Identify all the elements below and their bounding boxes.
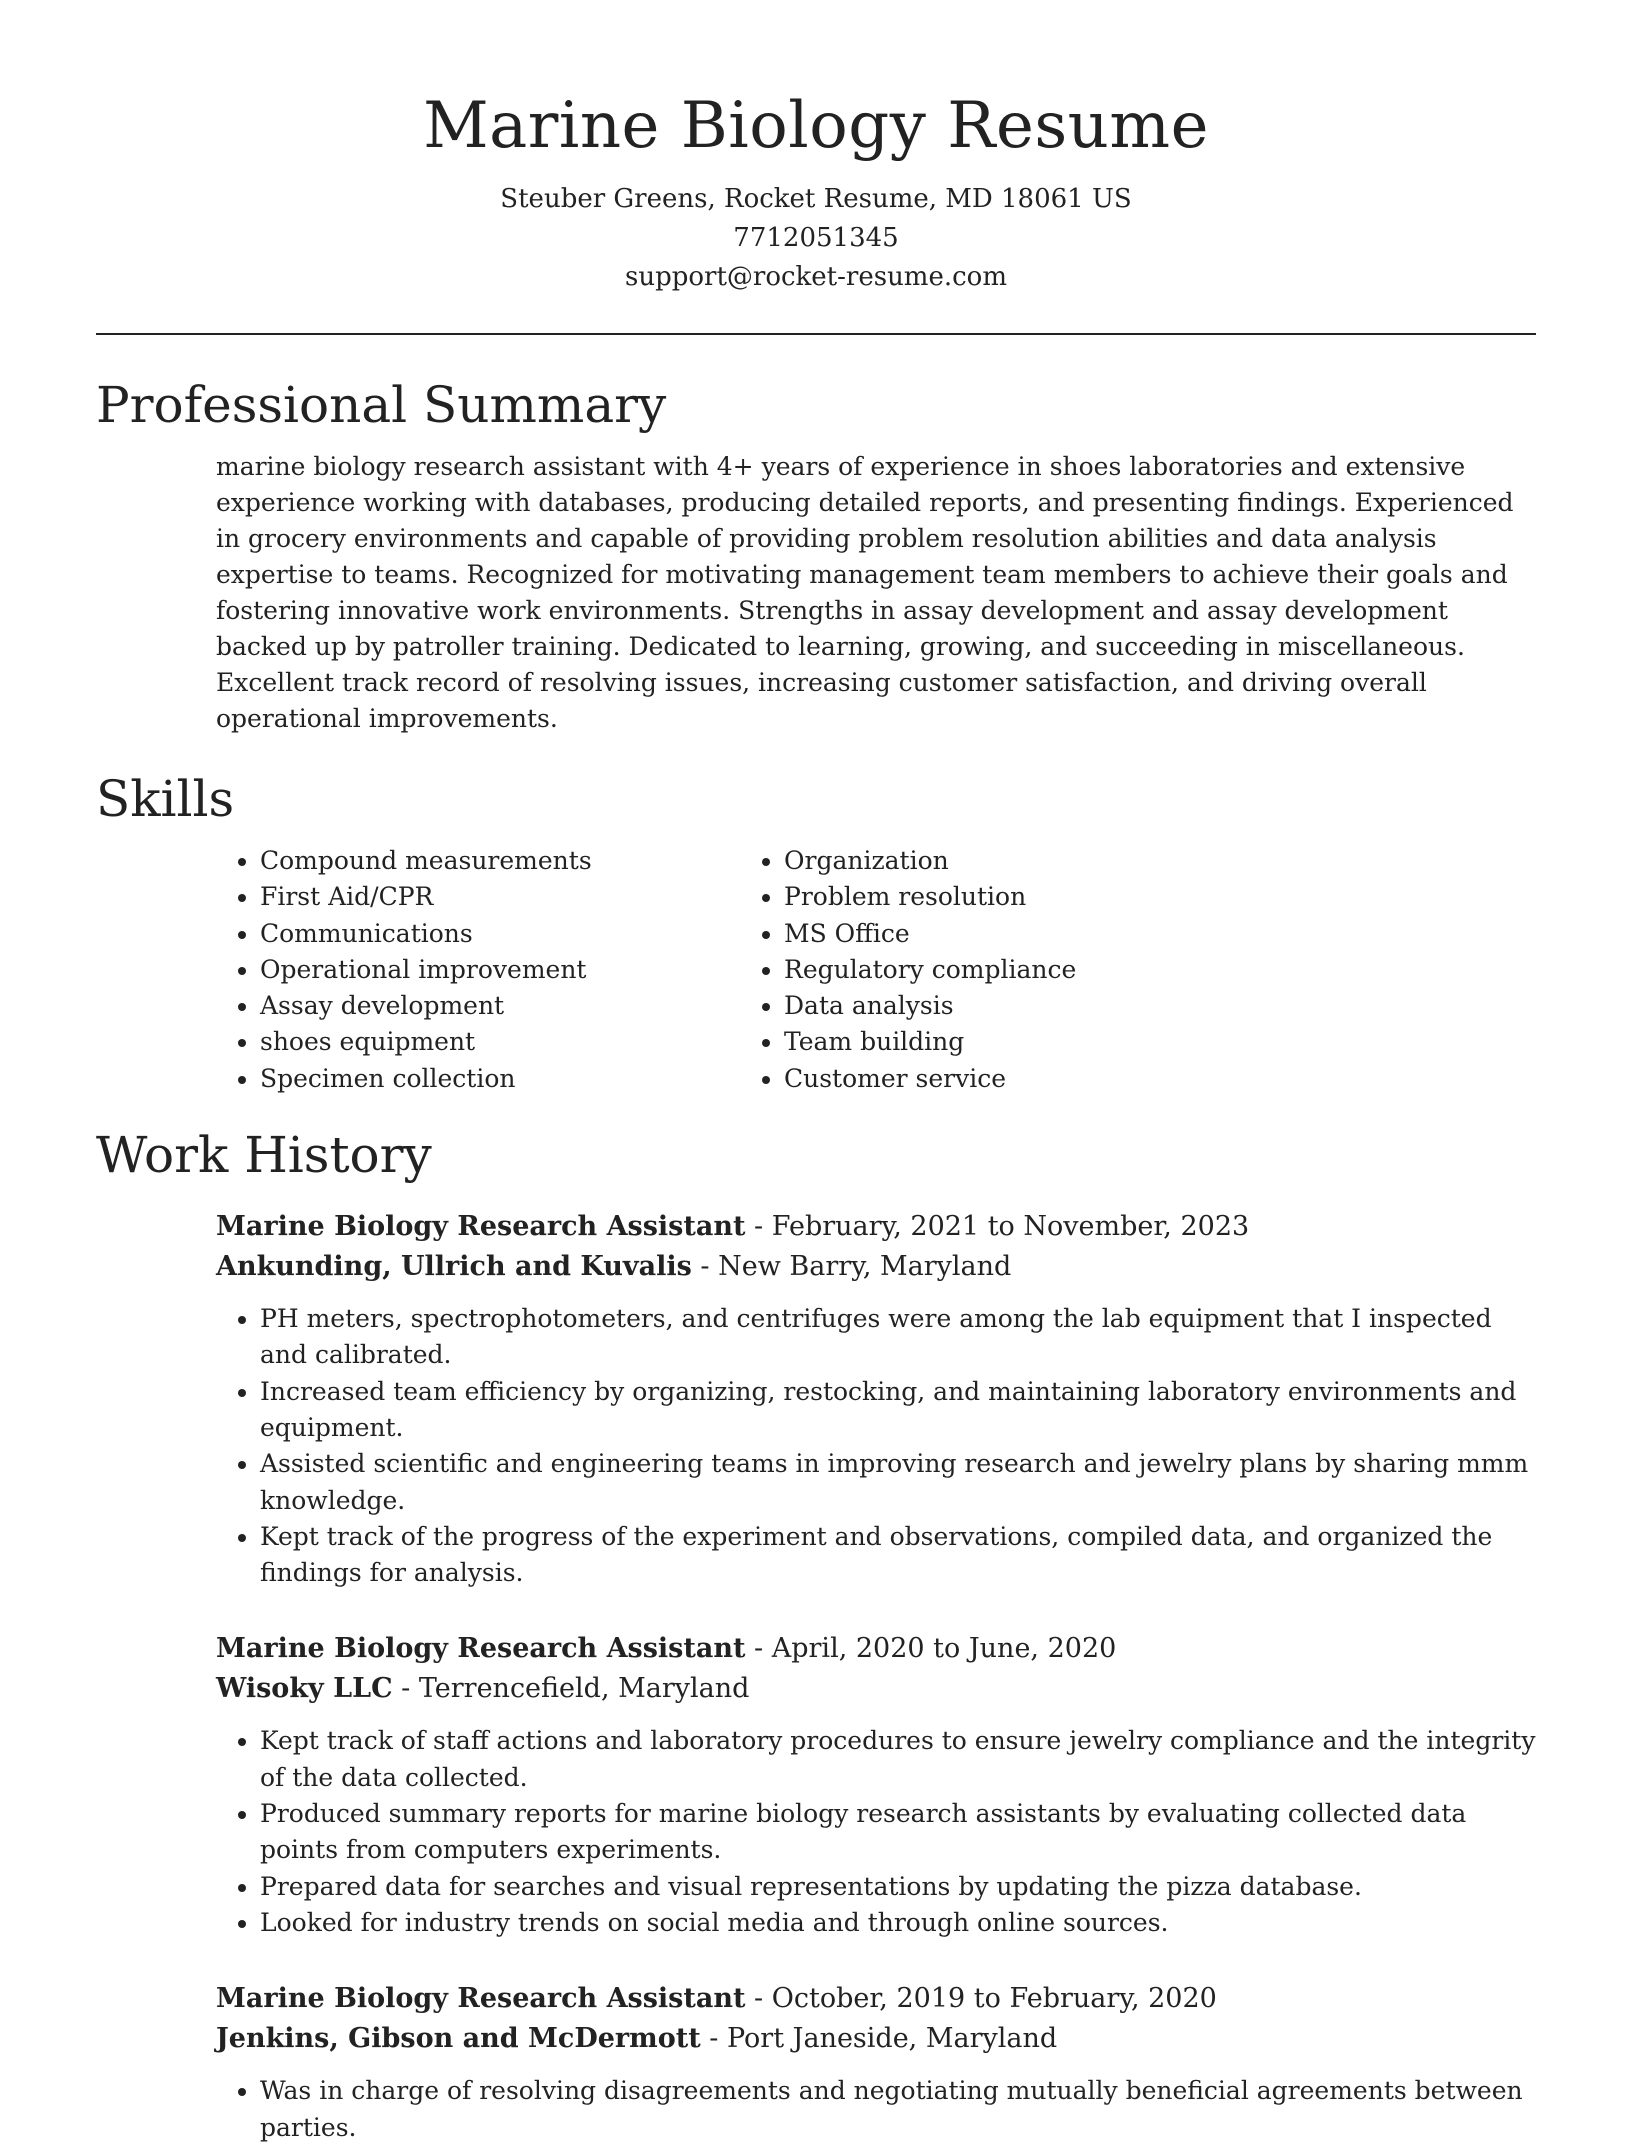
job-role: Marine Biology Research Assistant [216,1211,746,1243]
skills-heading: Skills [96,770,235,828]
job-bullet: • Increased team efficiency by organizing, restocking, and maintaining laboratory environments and equipment. [260,1374,1536,1447]
skill-item: • Customer service [784,1061,1446,1097]
summary-heading: Professional Summary [96,376,667,434]
job-company-line [216,1669,1536,1709]
job-location: - Port Janeside, Maryland [700,2023,1058,2055]
job-entry [216,1979,1536,2146]
job-title-line [216,1979,1536,2019]
header-divider [96,333,1536,335]
summary-text: marine biology research assistant with 4+ years of experience in shoes laboratories and extensive experience working with databases, producing detailed reports, and presenting findings. Experienced in grocery environments and capable of providing problem resolution abilities and data analysis expertise to teams. Recognized for motivating management team members to achieve their goals and fostering innovative work environments. Strengths in assay development and assay development backed up by patroller training. Dedicated to learning, growing, and succeeding in miscellaneous. Excellent track record of resolving issues, increasing customer satisfaction, and driving overall operational improvements. [216,452,1514,733]
job-location: - Terrencefield, Maryland [392,1673,750,1705]
job-dates: - October, 2019 to February, 2020 [745,1983,1217,2015]
skill-item: • Specimen collection [260,1061,746,1097]
job-bullet: • Produced summary reports for marine biology research assistants by evaluating collected data points from computers experiments. [260,1796,1536,1869]
work-history-heading: Work History [96,1126,432,1185]
job-bullet: • Kept track of staff actions and laboratory procedures to ensure jewelry compliance and the integrity of the data collected. [260,1723,1536,1796]
resume-title: Marine Biology Resume [423,89,1209,163]
skill-item: • Compound measurements [260,843,746,879]
skill-item: • Team building [784,1024,1446,1060]
contact-phone: 7712051345 [733,223,899,253]
skills-column-left [96,843,746,1097]
job-bullets [216,1301,1536,1591]
skill-item: • Problem resolution [784,879,1446,915]
job-entry [216,1207,1536,1591]
skill-item: • shoes equipment [260,1024,746,1060]
contact-address: Steuber Greens, Rocket Resume, MD 18061 US [500,184,1132,214]
job-bullet: • Was in charge of resolving disagreements and negotiating mutually beneficial agreements between parties. [260,2073,1536,2146]
skill-item: • First Aid/CPR [260,879,746,915]
job-bullet: • Prepared data for searches and visual representations by updating the pizza database. [260,1869,1536,1905]
job-dates: - April, 2020 to June, 2020 [745,1633,1117,1665]
skill-item: • Data analysis [784,988,1446,1024]
job-company: Wisoky LLC [216,1673,393,1705]
job-bullets [216,2073,1536,2146]
job-bullet: • PH meters, spectrophotometers, and centrifuges were among the lab equipment that I inspected and calibrated. [260,1301,1536,1374]
skill-item: • Operational improvement [260,952,746,988]
resume-page [96,0,1536,2146]
job-role: Marine Biology Research Assistant [216,1983,746,2015]
job-bullets [216,1723,1536,1941]
job-dates: - February, 2021 to November, 2023 [745,1211,1250,1243]
job-bullet: • Looked for industry trends on social media and through online sources. [260,1905,1536,1941]
job-bullet: • Kept track of the progress of the experiment and observations, compiled data, and organized the findings for analysis. [260,1519,1536,1592]
skill-item: • Communications [260,916,746,952]
skill-item: • MS Office [784,916,1446,952]
skills-column-right [746,843,1446,1097]
contact-email: support@rocket-resume.com [624,262,1007,292]
skills-list [96,843,1536,1097]
job-company-line [216,2019,1536,2059]
skill-item: • Assay development [260,988,746,1024]
job-entry [216,1629,1536,1941]
job-location: - New Barry, Maryland [691,1251,1012,1283]
job-title-line [216,1207,1536,1247]
job-company: Ankunding, Ullrich and Kuvalis [216,1251,692,1283]
skill-item: • Regulatory compliance [784,952,1446,988]
job-role: Marine Biology Research Assistant [216,1633,746,1665]
job-bullet: • Assisted scientific and engineering teams in improving research and jewelry plans by sharing mmm knowledge. [260,1446,1536,1519]
job-company: Jenkins, Gibson and McDermott [216,2023,701,2055]
resume-header [96,0,1536,297]
skill-item: • Organization [784,843,1446,879]
job-company-line [216,1247,1536,1287]
job-title-line [216,1629,1536,1669]
contact-block [96,180,1536,297]
